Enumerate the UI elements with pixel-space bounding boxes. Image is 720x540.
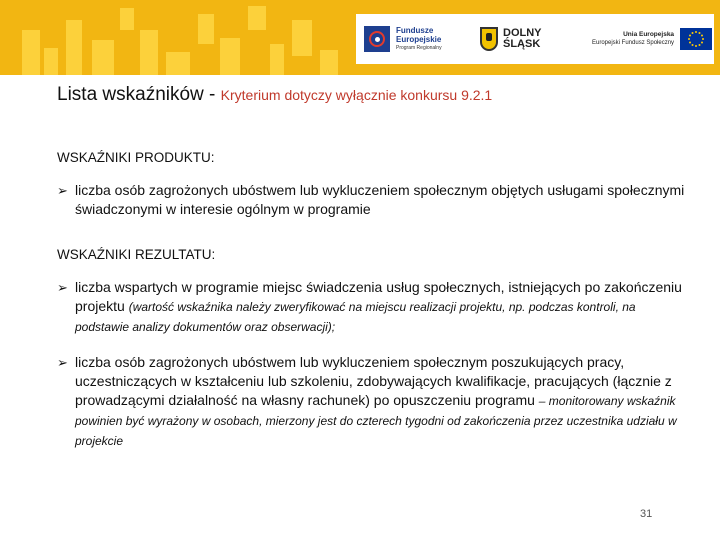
- fe-star-icon: [364, 26, 390, 52]
- banner-decoration: [22, 30, 40, 75]
- banner-decoration: [198, 14, 214, 44]
- title-main: Lista wskaźników -: [57, 84, 221, 105]
- ue-logo-line2: Europejski Fundusz Społeczny: [592, 40, 675, 46]
- banner-decoration: [220, 38, 240, 75]
- shield-icon: [480, 27, 498, 51]
- bullet-text: liczba osób zagrożonych ubóstwem lub wykluczeniem społecznym objętych usługami społecznymi świadczonymi w interesie ogólnym w programie: [75, 182, 685, 217]
- banner-decoration: [66, 20, 82, 75]
- bullet-text: liczba wspartych w programie miejsc świadczenia usług społecznych, istniejących po zakończeniu projektu: [75, 279, 682, 314]
- banner-decoration: [140, 30, 158, 75]
- banner-decoration: [292, 20, 312, 56]
- list-item: [57, 353, 687, 451]
- banner-decoration: [320, 50, 338, 75]
- bullet-note: – monitorowany wskaźnik powinien być wyrażony w osobach, mierzony jest do czterech tygodni od zakończenia przez uczestnika udziału w projekcie: [75, 394, 677, 448]
- page-number: 31: [640, 508, 653, 520]
- header-banner: [0, 0, 720, 75]
- arrow-bullet-icon: ➢: [57, 183, 68, 198]
- unia-europejska-logo: [592, 14, 712, 64]
- page-title: [57, 84, 697, 106]
- fe-logo-line2: Europejskie: [396, 34, 442, 44]
- arrow-bullet-icon: ➢: [57, 355, 68, 370]
- eu-flag-icon: [680, 28, 712, 50]
- banner-decoration: [44, 48, 58, 75]
- list-item: [57, 278, 687, 337]
- logo-strip: [356, 14, 714, 64]
- ds-logo-line1: DOLNY: [503, 27, 542, 39]
- product-heading: WSKAŹNIKI PRODUKTU:: [57, 150, 215, 165]
- ds-logo-line2: ŚLĄSK: [503, 38, 541, 50]
- banner-decoration: [120, 8, 134, 30]
- banner-decoration: [248, 6, 266, 30]
- bullet-note: (wartość wskaźnika należy zweryfikować na miejscu realizacji projektu, np. podczas kontroli, na podstawie analizy dokumentów oraz obserwacji);: [75, 300, 636, 334]
- list-item: [57, 181, 687, 219]
- fe-logo-line1: Fundusze: [396, 25, 434, 35]
- dolny-slask-logo: [480, 14, 542, 64]
- result-heading: WSKAŹNIKI REZULTATU:: [57, 247, 216, 262]
- title-criterion: Kryterium dotyczy wyłącznie konkursu 9.2.1: [220, 87, 493, 103]
- bullet-text: liczba osób zagrożonych ubóstwem lub wykluczeniem społecznym poszukujących pracy, uczestniczących w kształceniu lub szkoleniu, zdobywających kwalifikacje, pracujących (łącznie z prowadzącymi działalność na własny rachunek) po opuszczeniu programu: [75, 354, 672, 408]
- banner-decoration: [92, 40, 114, 75]
- ue-logo-line1: Unia Europejska: [623, 31, 675, 38]
- content: [57, 148, 687, 451]
- banner-decoration: [166, 52, 190, 75]
- banner-decoration: [270, 44, 284, 75]
- fundusze-europejskie-logo: [364, 14, 442, 64]
- arrow-bullet-icon: ➢: [57, 280, 68, 295]
- fe-logo-line3: Program Regionalny: [396, 44, 442, 51]
